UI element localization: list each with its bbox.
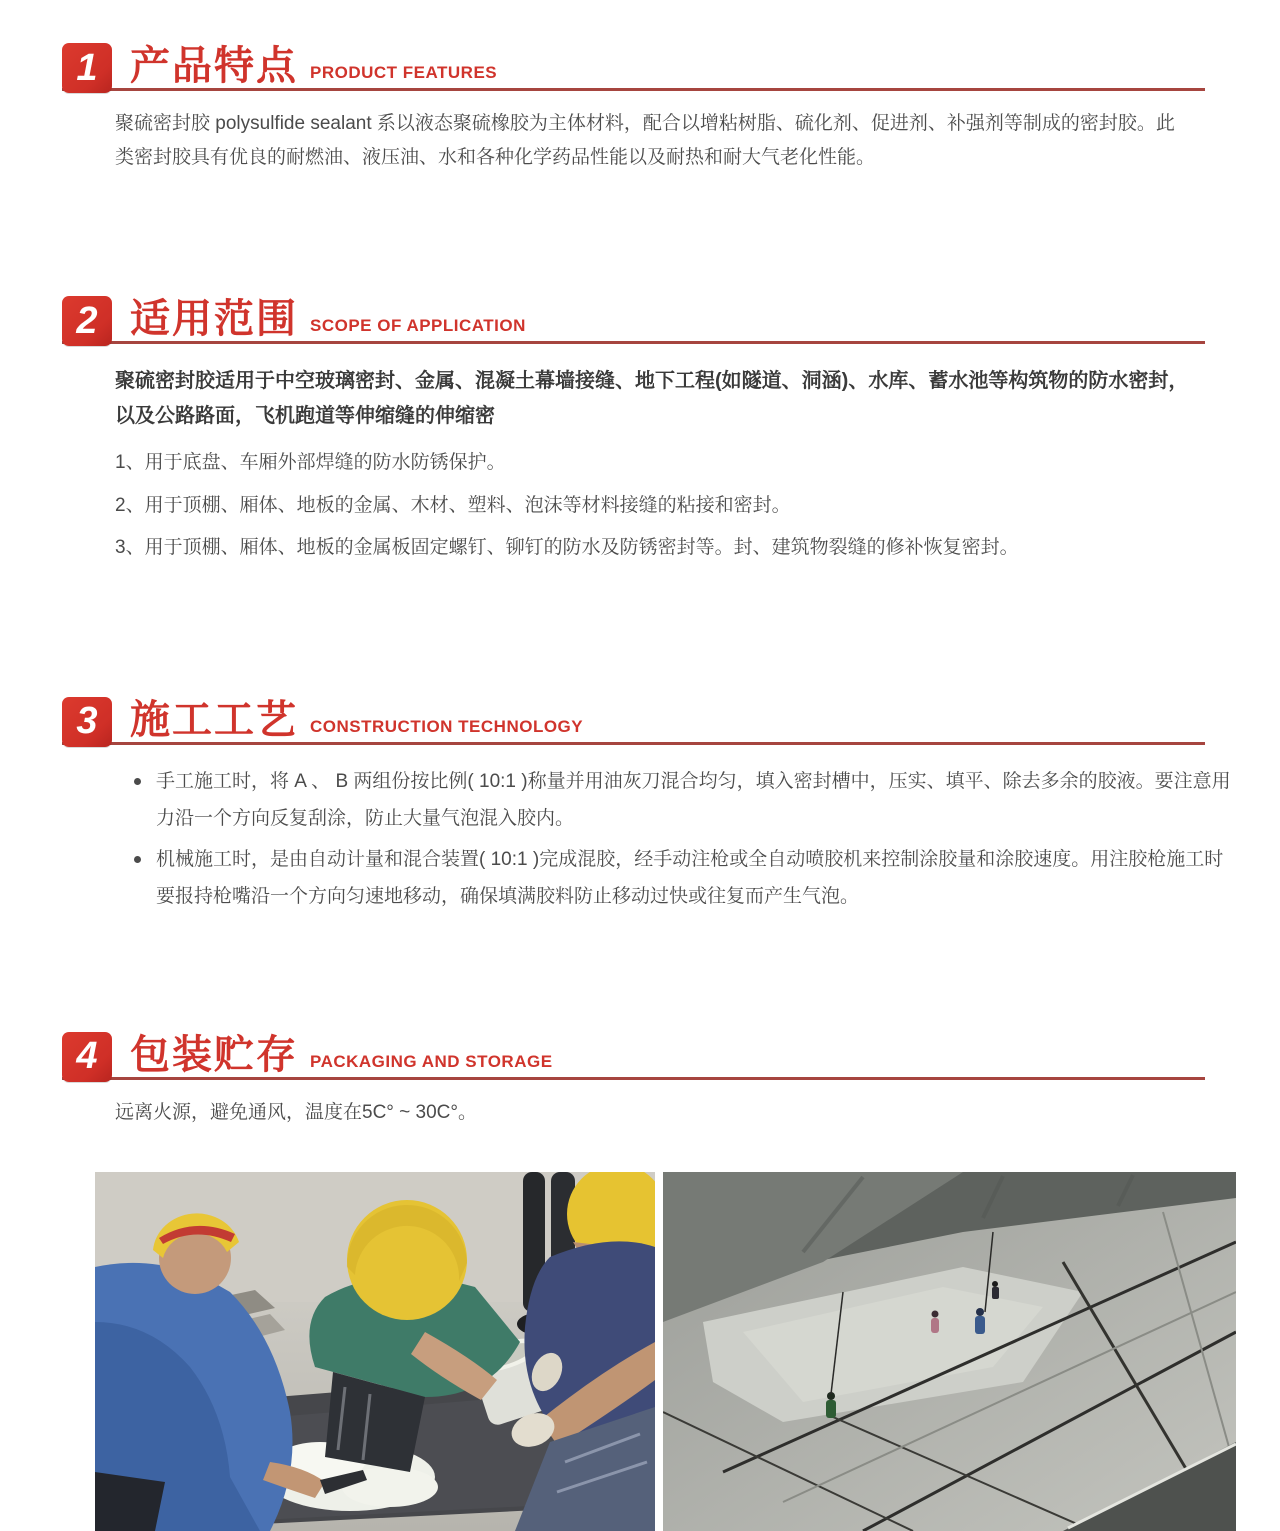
worker-figure [931, 1310, 939, 1333]
list-item: 1、用于底盘、车厢外部焊缝的防水防锈保护。 [115, 452, 506, 474]
bullet-item: 机械施工时，是由自动计量和混合装置( 10:1 )完成混胶，经手动注枪或全自动喷胶机来控制涂胶量和涂胶速度。用注胶枪施工时要报持枪嘴沿一个方向匀速地移动，确保填满胶料防止移动过快或往复而产生气泡。 [134, 841, 1231, 915]
section-title-zh: 产品特点 [130, 44, 298, 88]
worker-figure [975, 1308, 985, 1334]
worker-figure [826, 1392, 836, 1418]
section-header [62, 291, 1205, 344]
section-number-badge: 2 [62, 296, 112, 346]
application-list [115, 448, 1218, 563]
section-header [62, 692, 1205, 745]
section-header [62, 1027, 1205, 1080]
section-scope-of-application [62, 291, 1218, 563]
section-title-en: SCOPE OF APPLICATION [310, 316, 526, 336]
photo-row [95, 1172, 1218, 1531]
section-title-en: PRODUCT FEATURES [310, 63, 498, 82]
worker-figure [992, 1281, 999, 1299]
workers-mixing-sealant-photo [95, 1172, 655, 1531]
section-title-zh: 施工工艺 [130, 697, 298, 742]
section-lead-text: 聚硫密封胶适用于中空玻璃密封、金属、混凝土幕墙接缝、地下工程(如隧道、洞涵)、水库、蓄水池等构筑物的防水密封，以及公路路面，飞机跑道等伸缩缝的伸缩密 [115, 370, 1189, 428]
section-number-badge: 4 [62, 1032, 112, 1082]
section-number-badge: 1 [62, 43, 112, 93]
dam-slope-joint-sealing-photo [663, 1172, 1236, 1531]
list-item: 3、用于顶棚、厢体、地板的金属板固定螺钉、铆钉的防水及防锈密封等。封、建筑物裂缝的修补恢复密封。 [115, 537, 1019, 559]
section-body-text: 聚硫密封胶 polysulfide sealant 系以液态聚硫橡胶为主体材料，配合以增粘树脂、硫化剂、促进剂、补强剂等制成的密封胶。此类密封胶具有优良的耐燃油、液压油、水和各种化学药品性能以及耐热和耐大气老化性能。 [115, 113, 1175, 169]
section-title-zh: 包装贮存 [130, 1032, 298, 1077]
section-packaging-and-storage [62, 1027, 1218, 1130]
section-header [62, 38, 1205, 91]
construction-steps-list [134, 763, 1231, 915]
section-title-en: PACKAGING AND STORAGE [310, 1051, 553, 1071]
section-title-en: CONSTRUCTION TECHNOLOGY [310, 716, 584, 736]
section-product-features [62, 0, 1218, 175]
section-construction-technology [62, 692, 1231, 915]
section-number-badge: 3 [62, 697, 112, 747]
bullet-item: 手工施工时，将 A 、 B 两组份按比例( 10:1 )称量并用油灰刀混合均匀，填入密封槽中，压实、填平、除去多余的胶液。要注意用力沿一个方向反复刮涂，防止大量气泡混入胶内。 [134, 763, 1231, 837]
list-item: 2、用于顶棚、厢体、地板的金属、木材、塑料、泡沫等材料接缝的粘接和密封。 [115, 494, 791, 516]
section-title-zh: 适用范围 [130, 297, 298, 342]
section-body-text: 远离火源，避免通风，温度在5C° ~ 30C°。 [115, 1101, 477, 1123]
